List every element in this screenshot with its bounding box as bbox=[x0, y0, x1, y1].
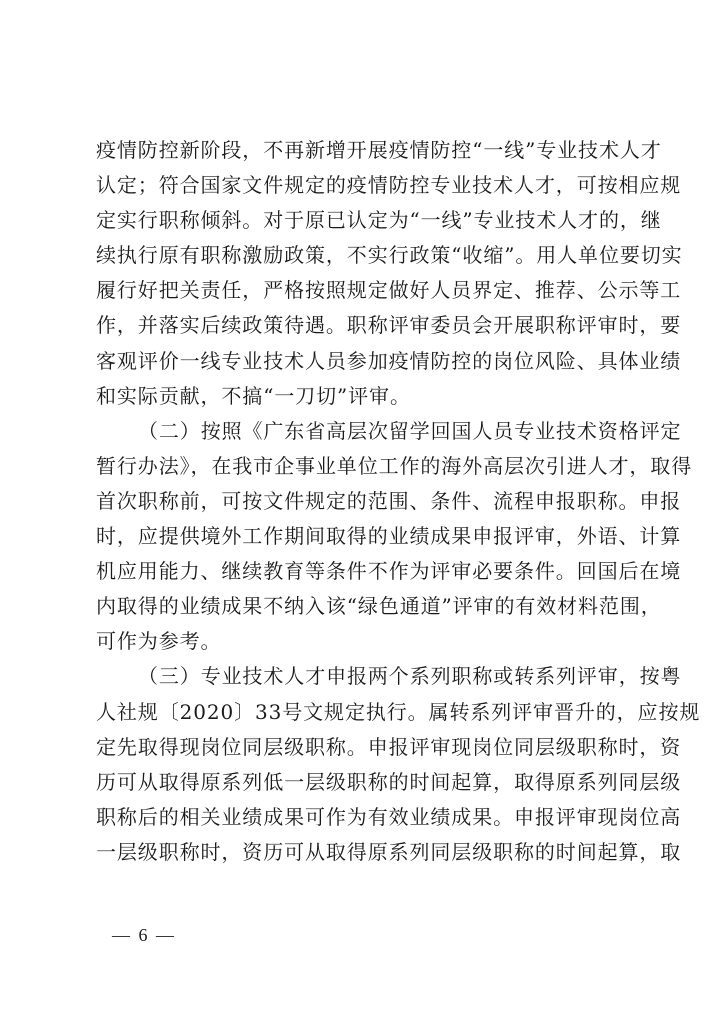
paragraph-1 bbox=[96, 133, 683, 414]
text-line: 作，并落实后续政策待遇。职称评审委员会开展职称评审时，要 bbox=[96, 313, 682, 338]
text-line: 历可从取得原系列低一层级职称的时间起算，取得原系列同层级 bbox=[96, 769, 682, 794]
text-line: 和实际贡献，不搞“一刀切”评审。 bbox=[96, 383, 411, 408]
text-line: 一层级职称时，资历可从取得原系列同层级职称的时间起算，取 bbox=[96, 839, 682, 864]
text-line: 首次职称前，可按文件规定的范围、条件、流程申报职称。申报 bbox=[96, 488, 682, 513]
text-line: 机应用能力、继续教育等条件不作为评审必要条件。回国后在境 bbox=[96, 559, 682, 584]
text-line: 职称后的相关业绩成果可作为有效业绩成果。申报评审现岗位高 bbox=[96, 804, 682, 829]
text-line: 内取得的业绩成果不纳入该“绿色通道”评审的有效材料范围， bbox=[96, 594, 662, 619]
page-number: — 6 — bbox=[112, 925, 176, 945]
text-line: 可作为参考。 bbox=[96, 629, 222, 654]
text-line: 客观评价一线专业技术人员参加疫情防控的岗位风险、具体业绩 bbox=[96, 348, 682, 373]
paragraph-3 bbox=[96, 659, 701, 870]
text-line: （二）按照《广东省高层次留学回国人员专业技术资格评定 bbox=[138, 418, 682, 443]
document-body bbox=[96, 133, 701, 870]
text-line: 定先取得现岗位同层级职称。申报评审现岗位同层级职称时，资 bbox=[96, 734, 682, 759]
text-line: （三）专业技术人才申报两个系列职称或转系列评审，按粤 bbox=[138, 664, 682, 689]
text-line: 疫情防控新阶段，不再新增开展疫情防控“一线”专业技术人才 bbox=[96, 138, 662, 162]
text-line: 定实行职称倾斜。对于原已认定为“一线”专业技术人才的，继 bbox=[96, 208, 662, 233]
text-line: 续执行原有职称激励政策，不实行政策“收缩”。用人单位要切实 bbox=[96, 243, 683, 268]
paragraph-2 bbox=[96, 414, 693, 660]
text-line: 暂行办法》，在我市企事业单位工作的海外高层次引进人才，取得 bbox=[96, 453, 693, 478]
text-line: 人社规〔2020〕33号文规定执行。属转系列评审晋升的，应按规 bbox=[96, 699, 701, 724]
text-line: 履行好把关责任，严格按照规定做好人员界定、推荐、公示等工 bbox=[96, 278, 682, 303]
text-line: 认定；符合国家文件规定的疫情防控专业技术人才，可按相应规 bbox=[96, 173, 682, 198]
text-line: 时，应提供境外工作期间取得的业绩成果申报评审，外语、计算 bbox=[96, 524, 682, 549]
